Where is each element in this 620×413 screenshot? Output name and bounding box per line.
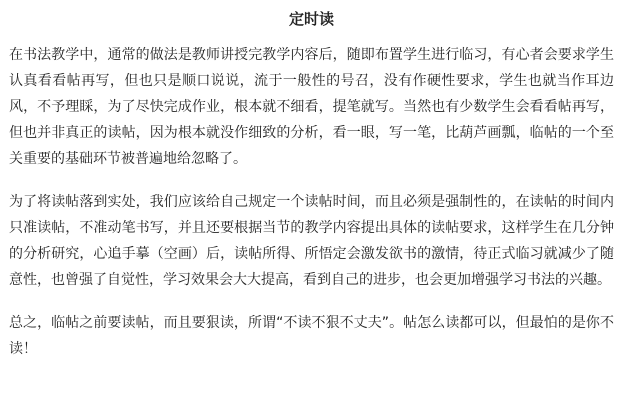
paragraph-1: 在书法教学中，通常的做法是教师讲授完教学内容后，随即布置学生进行临习，有心者会要求学生认真看看帖再写，但也只是顺口说说，流于一般性的号召，没有作硬性要求，学生也就当作耳边风，不予理睬，为了尽快完成作业，根本就不细看，提笔就写。当然也有少数学生会看看帖再写，但也并非真正的读帖，因为根本就没作细致的分析，看一眼，写一笔，比葫芦画瓢，临帖的一个至关重要的基础环节被普遍地给忽略了。 — [9, 47, 614, 167]
paragraph-3: 总之，临帖之前要读帖，而且要狠读，所谓“不读不狠不丈夫”。帖怎么读都可以，但最怕的是你不读！ — [9, 315, 614, 357]
article — [0, 9, 620, 413]
article-title: 定时读 — [288, 10, 334, 28]
paragraph-2: 为了将读帖落到实处，我们应该给自己规定一个读帖时间，而且必须是强制性的，在读帖的时间内只准读帖，不准动笔书写，并且还要根据当节的教学内容提出具体的读帖要求，这样学生在几分钟的分析研究，心追手摹（空画）后，读帖所得、所悟定会激发欲书的激情，待正式临习就减少了随意性，也曾强了自觉性，学习效果会大大提高，看到自己的进步，也会更加增强学习书法的兴趣。 — [9, 194, 614, 288]
